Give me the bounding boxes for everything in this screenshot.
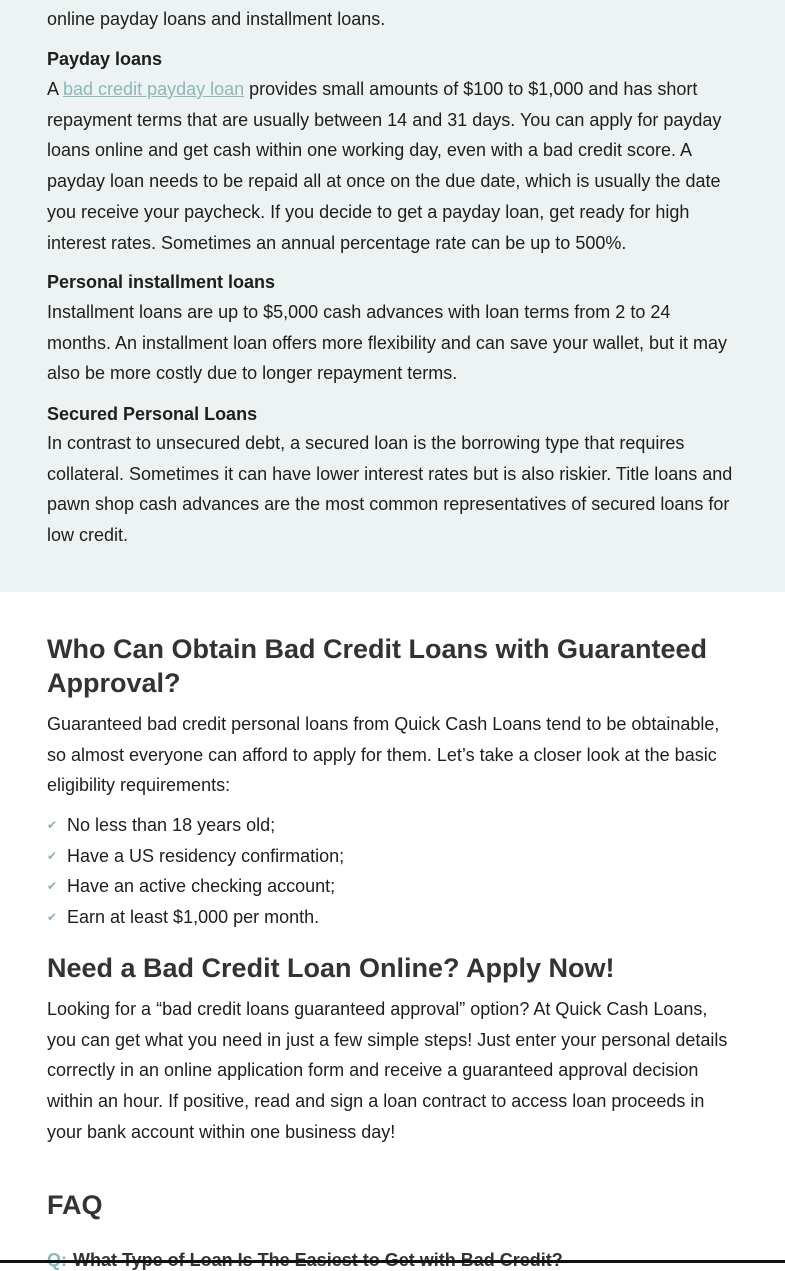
secured-heading: Secured Personal Loans bbox=[47, 404, 258, 424]
apply-text: Looking for a “bad credit loans guaranteed approval” option? At Quick Cash Loans, you can get what you need in just a few simple steps! Just enter your personal details correctly in an online application form and receive a guaranteed approval decision within an hour. If positive, read and sign a loan contract to access loan proceeds in your bank account within one business day! bbox=[47, 999, 728, 1142]
bad-credit-payday-loan-link[interactable]: bad credit payday loan bbox=[63, 79, 245, 99]
installment-heading: Personal installment loans bbox=[47, 272, 276, 292]
who-heading: Who Can Obtain Bad Credit Loans with Guaranteed Approval? bbox=[47, 634, 708, 698]
item-text: Have a US residency confirmation; bbox=[67, 845, 345, 866]
item-text: No less than 18 years old; bbox=[67, 815, 276, 835]
installment-text: Installment loans are up to $5,000 cash advances with loan terms from 2 to 24 months. An installment loan offers more flexibility and can save your wallet, but it may also be more costly due to longer repayment terms. bbox=[47, 302, 727, 384]
who-text: Guaranteed bad credit personal loans from Quick Cash Loans tend to be obtainable, so almost everyone can afford to apply for them. Let’s take a closer look at the basic eligibility requirements: bbox=[47, 714, 720, 796]
payday-text bbox=[47, 74, 737, 258]
list-item bbox=[47, 810, 737, 841]
faq-heading: FAQ bbox=[47, 1190, 103, 1220]
check-icon: ✔ bbox=[47, 879, 58, 894]
list-item bbox=[47, 841, 737, 872]
payday-prefix: A bbox=[47, 79, 64, 99]
apply-heading: Need a Bad Credit Loan Online? Apply Now! bbox=[47, 953, 615, 983]
eligibility-list bbox=[47, 810, 737, 933]
item-text: Earn at least $1,000 per month. bbox=[67, 907, 320, 928]
item-text: Have an active checking account; bbox=[67, 876, 336, 897]
payday-heading: Payday loans bbox=[47, 49, 163, 69]
secured-text: In contrast to unsecured debt, a secured loan is the borrowing type that requires collateral. Sometimes it can have lower interest rates but is also riskier. Title loans and pawn shop cash advances are the most common representatives of secured loans for low credit. bbox=[47, 433, 733, 546]
list-item bbox=[47, 871, 737, 902]
payday-body: provides small amounts of $100 to $1,000 and has short repayment terms that are usually between 14 and 31 days. You can apply for payday loans online and get cash within one working day, even with a bad credit score. A payday loan needs to be repaid all at once on the due date, which is usually the date you receive your paycheck. If you decide to get a payday loan, get ready for high interest rates. Sometimes an annual percentage rate can be up to 500%. bbox=[47, 79, 722, 253]
list-item bbox=[47, 902, 737, 933]
intro-tail: online payday loans and installment loans. bbox=[47, 9, 386, 29]
check-icon: ✔ bbox=[47, 818, 58, 832]
check-icon: ✔ bbox=[47, 848, 58, 863]
check-icon: ✔ bbox=[47, 910, 58, 925]
